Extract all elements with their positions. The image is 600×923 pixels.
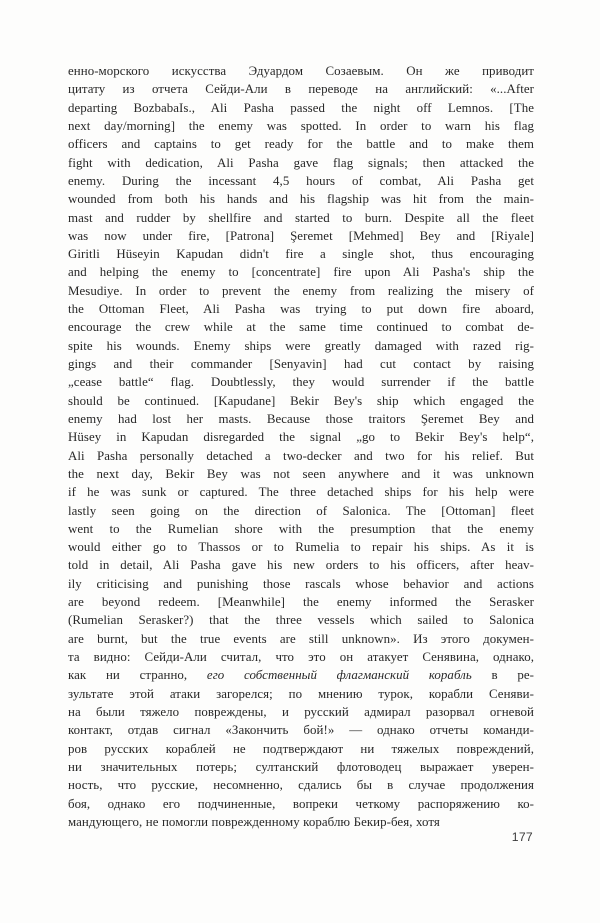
body-line: (Rumelian Serasker?) that the three vessels which sailed to Salonica <box>68 613 534 628</box>
body-line: ров русских кораблей не подтверждают ни тяжелых повреждений, <box>68 741 534 756</box>
body-line: Hüsey in Kapudan disregarded the signal „go to Bekir Bey's help“, <box>68 430 534 445</box>
body-line: the Ottoman Fleet, Ali Pasha was trying to put down fire aboard, <box>68 302 534 317</box>
body-line: ность, что русские, несомненно, сдались бы в случае продолжения <box>68 778 534 793</box>
body-line: контакт, отдав сигнал «Закончить бой!» — однако отчеты команди- <box>68 723 534 738</box>
body-line: на были тяжело повреждены, и русский адмирал разорвал огневой <box>68 704 534 719</box>
body-line: should be continued. [Kapudane] Bekir Bey's ship which engaged the <box>68 393 534 408</box>
page-number: 177 <box>511 830 533 844</box>
body-line: went to the Rumelian shore with the presumption that the enemy <box>68 521 534 536</box>
body-line: enemy had lost her masts. Because those traitors Şeremet Bey and <box>68 411 534 426</box>
body-line: ily criticising and punishing those rascals whose behavior and actions <box>68 576 534 591</box>
body-line: officers and captains to get ready for the battle and to make them <box>68 137 534 152</box>
body-text-column <box>68 62 534 831</box>
body-line: ни значительных потерь; султанский флотоводец выражает уверен- <box>68 759 534 774</box>
body-line: next day/morning] the enemy was spotted. In order to warn his flag <box>68 118 534 133</box>
body-line: Mesudiye. In order to prevent the enemy from realizing the misery of <box>68 283 534 298</box>
body-line: told in detail, Ali Pasha gave his new orders to his officers, after heav- <box>68 558 534 573</box>
body-line: enemy. During the incessant 4,5 hours of combat, Ali Pasha get <box>68 173 534 188</box>
body-line: Ali Pasha personally detached a two-decker and two for his relief. But <box>68 448 534 463</box>
body-line: lastly seen going on the direction of Salonica. The [Ottoman] fleet <box>68 503 534 518</box>
body-line: are beyond redeem. [Meanwhile] the enemy informed the Serasker <box>68 595 534 610</box>
body-line: Giritli Hüseyin Kapudan didn't fire a single shot, thus encouraging <box>68 247 534 262</box>
body-line: mast and rudder by shellfire and started to burn. Despite all the fleet <box>68 210 534 225</box>
body-line: мандующего, не помогли поврежденному кораблю Бекир-бея, хотя <box>68 814 440 829</box>
body-line: цитату из отчета Сейди-Али в переводе на английский: «...After <box>68 82 534 97</box>
body-line: if he was sunk or captured. The three detached ships for his help were <box>68 485 534 500</box>
body-line: боя, однако его подчиненные, вопреки четкому распоряжению ко- <box>68 796 534 811</box>
body-paragraph <box>68 62 534 831</box>
body-line: would either go to Thassos or to Rumelia to repair his ships. As it is <box>68 540 534 555</box>
italic-phrase: его собственный флагманский корабль <box>206 668 472 683</box>
body-line: and helping the enemy to [concentrate] fire upon Ali Pasha's ship the <box>68 265 534 280</box>
body-line: was now under fire, [Patrona] Şeremet [Mehmed] Bey and [Riyale] <box>68 228 534 243</box>
body-line: fight with dedication, Ali Pasha gave flag signals; then attacked the <box>68 155 534 170</box>
body-line: departing BozbabaIs., Ali Pasha passed the night off Lemnos. [The <box>68 100 534 115</box>
body-line: „cease battle“ flag. Doubtlessly, they would surrender if the battle <box>68 375 534 390</box>
body-line: the next day, Bekir Bey was not seen anywhere and it was unknown <box>68 466 534 481</box>
body-line: are burnt, but the true events are still unknown». Из этого докумен- <box>68 631 534 646</box>
body-line: зультате этой атаки загорелся; по мнению турок, корабли Сеняви- <box>68 686 534 701</box>
body-line: енно-морского искусства Эдуардом Созаевым. Он же приводит <box>68 64 534 78</box>
body-line: encourage the crew while at the same time continued to combat de- <box>68 320 534 335</box>
body-line: как ни странно, его собственный флагманский корабль в ре- <box>68 668 534 683</box>
body-line: wounded from both his hands and his flagship was hit from the main- <box>68 192 534 207</box>
body-line: та видно: Сейди-Али считал, что это он атакует Сенявина, однако, <box>68 650 534 664</box>
body-line: spite his wounds. Enemy ships were greatly damaged with razed rig- <box>68 338 534 353</box>
body-line: gings and their commander [Senyavin] had cut contact by raising <box>68 357 534 371</box>
